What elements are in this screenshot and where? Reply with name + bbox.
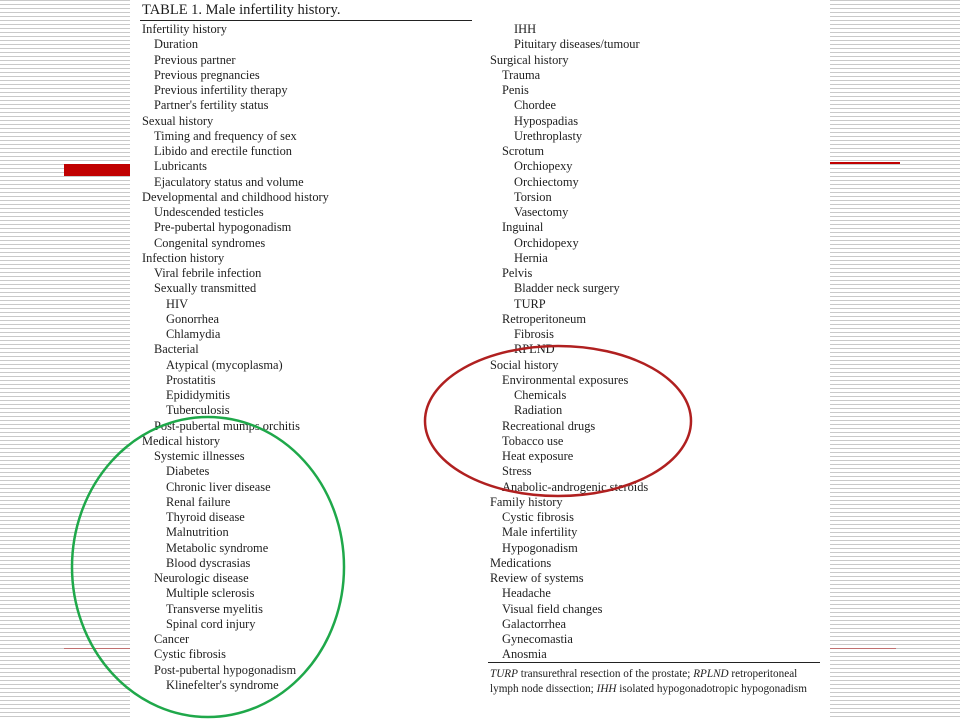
- list-item: Post-pubertal hypogonadism: [154, 662, 297, 677]
- list-item: Pelvis: [502, 266, 533, 280]
- section-heading: Medical history: [142, 433, 221, 448]
- list-item: Systemic illnesses: [154, 449, 245, 463]
- list-item: Chemicals: [514, 388, 567, 402]
- footnote-abbreviation: IHH: [596, 683, 617, 695]
- list-item: Post-pubertal mumps orchitis: [154, 418, 300, 433]
- list-item: Klinefelter's syndrome: [166, 677, 279, 692]
- list-item: Vasectomy: [514, 205, 569, 219]
- list-item: IHH: [514, 22, 537, 36]
- list-item: Gonorrhea: [166, 311, 219, 326]
- list-item: Pituitary diseases/tumour: [514, 37, 640, 52]
- section-heading: Surgical history: [490, 52, 569, 67]
- table-caption: TABLE 1. Male infertility history.: [142, 2, 341, 18]
- list-item: Cystic fibrosis: [502, 510, 574, 524]
- list-item: Malnutrition: [166, 525, 229, 540]
- section-heading: Review of systems: [490, 571, 584, 585]
- list-item: Epididymitis: [166, 388, 231, 402]
- list-item: Previous pregnancies: [154, 67, 260, 82]
- list-item: Partner's fertility status: [154, 98, 269, 113]
- list-item: Previous infertility therapy: [154, 83, 288, 97]
- table-footnote: [490, 667, 826, 697]
- list-item: Retroperitoneum: [502, 311, 586, 326]
- list-item: Scrotum: [502, 144, 544, 158]
- list-item: Galactorrhea: [502, 616, 566, 631]
- list-item: Chlamydia: [166, 327, 221, 341]
- list-item: Neurologic disease: [154, 571, 249, 585]
- list-item: Cancer: [154, 632, 190, 646]
- table-scan: [130, 0, 830, 720]
- list-item: Orchidopexy: [514, 235, 579, 250]
- list-item: Multiple sclerosis: [166, 586, 255, 601]
- list-item: Visual field changes: [502, 601, 603, 616]
- list-item: Anabolic-androgenic steroids: [502, 479, 649, 494]
- slide-footer-line-right: [828, 648, 896, 649]
- list-item: Recreational drugs: [502, 418, 596, 433]
- list-item: Environmental exposures: [502, 372, 629, 387]
- list-item: Inguinal: [502, 220, 544, 235]
- list-item: Radiation: [514, 403, 563, 418]
- right-column-list: [490, 22, 648, 663]
- slide-accent-bar-right: [828, 162, 900, 164]
- list-item: Chronic liver disease: [166, 479, 271, 494]
- left-column-list: [142, 22, 329, 693]
- list-item: Timing and frequency of sex: [154, 128, 297, 143]
- list-item: Urethroplasty: [514, 128, 583, 143]
- list-item: HIV: [166, 296, 189, 311]
- list-item: Heat exposure: [502, 449, 574, 463]
- list-item: Tuberculosis: [166, 403, 230, 418]
- footnote-rule: [488, 662, 820, 663]
- section-heading: Sexual history: [142, 113, 214, 128]
- list-item: Chordee: [514, 98, 556, 113]
- list-item: Previous partner: [154, 52, 236, 67]
- list-item: Blood dyscrasias: [166, 555, 251, 570]
- list-item: Penis: [502, 83, 529, 97]
- list-item: Cystic fibrosis: [154, 647, 226, 662]
- list-item: Lubricants: [154, 159, 207, 174]
- list-item: TURP: [514, 296, 546, 311]
- list-item: Anosmia: [502, 647, 547, 662]
- list-item: Atypical (mycoplasma): [166, 357, 283, 372]
- list-item: Thyroid disease: [166, 510, 245, 524]
- section-heading: Social history: [490, 357, 559, 372]
- list-item: Diabetes: [166, 464, 210, 479]
- list-item: Sexually transmitted: [154, 281, 257, 296]
- list-item: Torsion: [514, 189, 552, 204]
- section-heading: Medications: [490, 555, 552, 570]
- list-item: Male infertility: [502, 525, 578, 540]
- list-item: Ejaculatory status and volume: [154, 174, 304, 189]
- list-item: Viral febrile infection: [154, 266, 262, 280]
- section-heading: Infertility history: [142, 22, 227, 36]
- footnote-abbreviation: TURP: [490, 668, 518, 680]
- list-item: Tobacco use: [502, 433, 564, 448]
- list-item: Gynecomastia: [502, 632, 573, 646]
- list-item: Headache: [502, 586, 551, 601]
- footnote-definition: transurethral resection of the prostate;: [517, 668, 694, 680]
- list-item: Libido and erectile function: [154, 144, 292, 158]
- section-heading: Infection history: [142, 250, 225, 265]
- list-item: Renal failure: [166, 494, 231, 509]
- section-heading: Family history: [490, 494, 563, 509]
- list-item: Congenital syndromes: [154, 235, 266, 250]
- list-item: Duration: [154, 37, 199, 52]
- section-heading: Developmental and childhood history: [142, 189, 329, 204]
- list-item: Orchiopexy: [514, 159, 573, 174]
- list-item: Undescended testicles: [154, 205, 264, 219]
- footnote-definition: isolated hypogonadotropic hypogonadism: [616, 683, 807, 695]
- footnote-abbreviation: RPLND: [693, 668, 729, 680]
- list-item: Pre-pubertal hypogonadism: [154, 220, 292, 235]
- list-item: RPLND: [514, 342, 555, 357]
- footnote-definition: retroperitoneal lymph node dissection;: [490, 668, 798, 695]
- caption-rule: [140, 20, 472, 21]
- list-item: Stress: [502, 464, 532, 479]
- slide-footer-line-left: [64, 648, 132, 649]
- list-item: Orchiectomy: [514, 174, 579, 189]
- list-item: Hypogonadism: [502, 540, 578, 555]
- list-item: Trauma: [502, 67, 541, 82]
- list-item: Bladder neck surgery: [514, 281, 620, 296]
- list-item: Transverse myelitis: [166, 601, 263, 616]
- list-item: Prostatitis: [166, 372, 216, 387]
- list-item: Spinal cord injury: [166, 616, 256, 631]
- list-item: Hypospadias: [514, 113, 579, 128]
- list-item: Metabolic syndrome: [166, 540, 269, 555]
- list-item: Hernia: [514, 250, 548, 265]
- list-item: Bacterial: [154, 342, 199, 357]
- list-item: Fibrosis: [514, 327, 554, 341]
- slide-accent-bar-left: [64, 164, 132, 176]
